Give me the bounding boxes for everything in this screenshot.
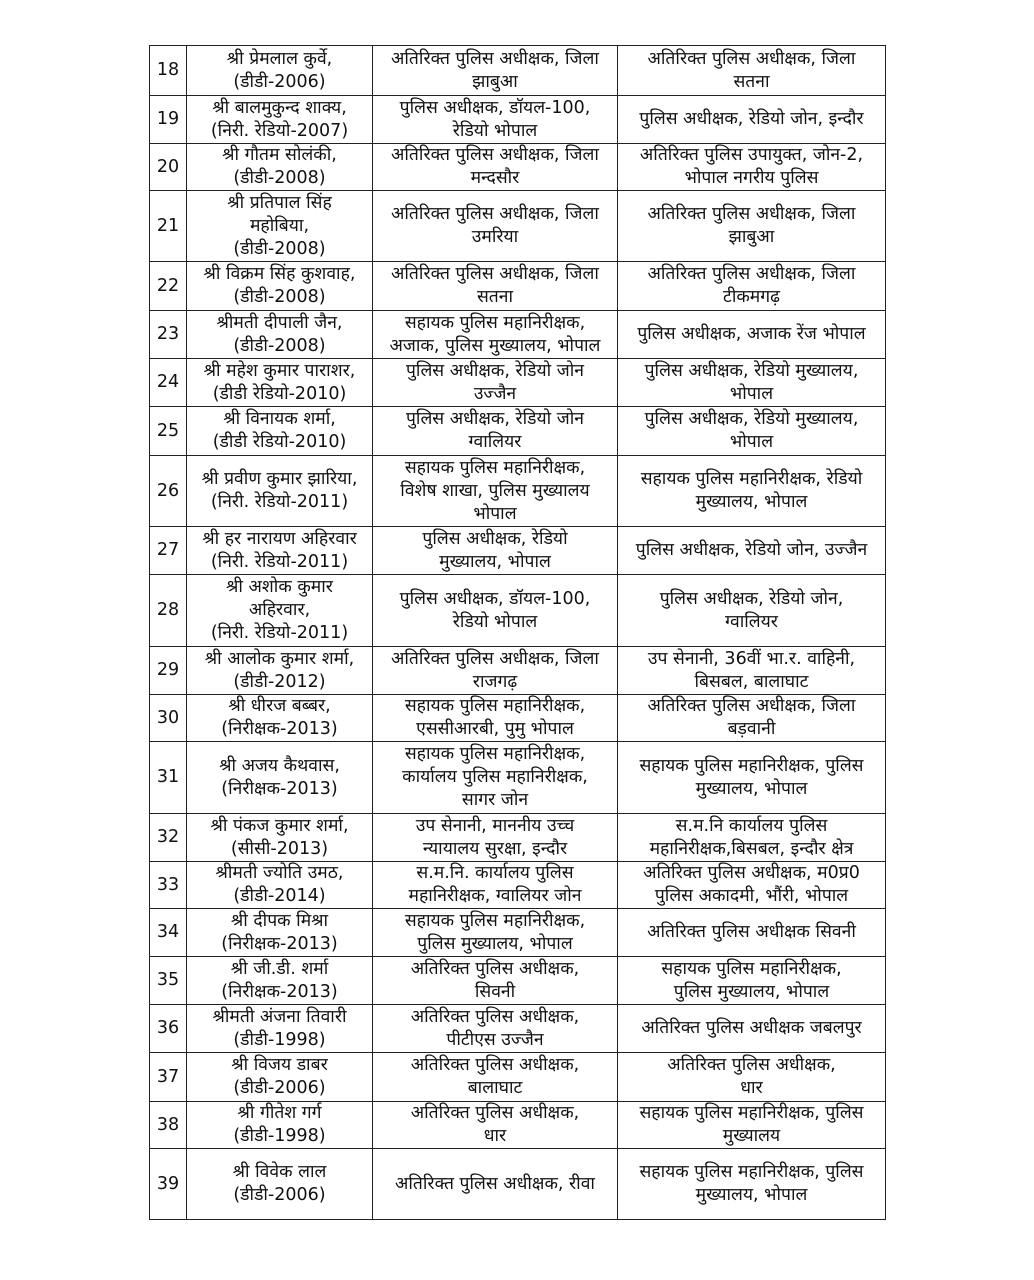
serial-number-cell: 20: [150, 144, 187, 191]
cell-line: रेडियो भोपाल: [452, 120, 538, 141]
cell-line: अतिरिक्त पुलिस अधीक्षक,: [410, 958, 580, 979]
cell-line: (निरीक्षक-2013): [221, 719, 338, 739]
current-posting-cell: [373, 96, 618, 144]
cell-line: अतिरिक्त पुलिस अधीक्षक जबलपुर: [641, 1018, 862, 1038]
current-posting-cell: [373, 1005, 618, 1053]
table-row: [150, 1149, 886, 1220]
cell-line: (निरी. रेडियो-2011): [210, 492, 349, 512]
current-posting-cell: [373, 742, 618, 814]
table-row: [150, 909, 886, 957]
cell-line: पुलिस अधीक्षक, रेडियो जोन,: [659, 588, 844, 609]
cell-line: महानिरीक्षक, ग्वालियर जोन: [408, 886, 582, 906]
cell-line: श्री विजय डाबर: [231, 1055, 328, 1075]
table-row: [150, 742, 886, 814]
cell-line: बड़वानी: [727, 719, 776, 739]
new-posting-cell: [618, 456, 886, 527]
cell-line: ग्वालियर: [725, 611, 778, 632]
cell-line: मुख्यालय, भोपाल: [695, 778, 808, 799]
cell-line: श्री अजय कैथवास,: [219, 755, 340, 776]
current-posting-cell: [373, 814, 618, 862]
new-posting-cell: [618, 46, 886, 96]
cell-line: सिवनी: [474, 981, 516, 1002]
officer-name-cell: [187, 46, 373, 96]
serial-number-cell: 19: [150, 96, 187, 144]
cell-line: अतिरिक्त पुलिस अधीक्षक सिवनी: [647, 922, 856, 942]
table-row: [150, 575, 886, 647]
cell-line: बिसबल, बालाघाट: [694, 671, 809, 692]
cell-line: श्री दीपक मिश्रा: [230, 910, 329, 931]
table-row: [150, 1053, 886, 1102]
cell-line: (डीडी रेडियो-2010): [212, 432, 347, 452]
new-posting-cell: [618, 909, 886, 957]
table-row: [150, 144, 886, 191]
cell-line: पुलिस अधीक्षक, रेडियो: [422, 528, 568, 549]
cell-line: पुलिस अधीक्षक, डॉयल-100,: [399, 97, 591, 118]
current-posting-cell: [373, 909, 618, 957]
cell-line: (डीडी-1998): [233, 1029, 326, 1050]
cell-line: श्रीमती दीपाली जैन,: [216, 312, 343, 333]
current-posting-cell: [373, 359, 618, 407]
cell-line: श्री विवेक लाल: [232, 1162, 327, 1182]
cell-line: पुलिस अधीक्षक, रेडियो मुख्यालय,: [644, 360, 859, 381]
cell-line: अतिरिक्त पुलिस अधीक्षक, रीवा: [395, 1173, 595, 1194]
serial-number-cell: 23: [150, 311, 187, 359]
serial-number-cell: 29: [150, 647, 187, 695]
table-body: [150, 46, 886, 1220]
cell-line: सागर जोन: [461, 790, 529, 810]
cell-line: (निरीक्षक-2013): [221, 933, 338, 954]
cell-line: (निरीक्षक-2013): [221, 778, 338, 799]
cell-line: सहायक पुलिस महानिरीक्षक,: [404, 312, 586, 333]
current-posting-cell: [373, 144, 618, 191]
cell-line: (डीडी-2008): [233, 287, 326, 307]
serial-number-cell: 37: [150, 1053, 187, 1102]
new-posting-cell: [618, 1149, 886, 1220]
new-posting-cell: [618, 262, 886, 311]
cell-line: (डीडी-2008): [233, 335, 326, 356]
cell-line: मुख्यालय, भोपाल: [439, 551, 551, 572]
cell-line: न्यायालय सुरक्षा, इन्दौर: [422, 838, 568, 859]
cell-line: (डीडी-2012): [233, 671, 326, 692]
cell-line: सहायक पुलिस महानिरीक्षक,: [404, 744, 586, 764]
cell-line: भोपाल नगरीय पुलिस: [684, 168, 819, 188]
table-row: [150, 862, 886, 909]
new-posting-cell: [618, 1102, 886, 1149]
cell-line: श्रीमती अंजना तिवारी: [212, 1006, 347, 1027]
cell-line: स.म.नि. कार्यालय पुलिस: [416, 863, 574, 883]
cell-line: अतिरिक्त पुलिस अधीक्षक,: [410, 1006, 580, 1027]
officer-name-cell: [187, 1149, 373, 1220]
new-posting-cell: [618, 359, 886, 407]
table-row: [150, 456, 886, 527]
current-posting-cell: [373, 647, 618, 695]
serial-number-cell: 21: [150, 191, 187, 262]
new-posting-cell: [618, 742, 886, 814]
cell-line: सहायक पुलिस महानिरीक्षक,: [661, 958, 842, 979]
cell-line: श्री प्रेमलाल कुर्वे,: [226, 48, 333, 69]
cell-line: अतिरिक्त पुलिस अधीक्षक, जिला: [391, 48, 599, 69]
serial-number-cell: 26: [150, 456, 187, 527]
cell-line: भोपाल: [729, 432, 774, 452]
cell-line: पुलिस मुख्यालय, भोपाल: [417, 933, 573, 954]
new-posting-cell: [618, 957, 886, 1005]
current-posting-cell: [373, 46, 618, 96]
new-posting-cell: [618, 647, 886, 695]
cell-line: अतिरिक्त पुलिस अधीक्षक,: [667, 1055, 836, 1075]
cell-line: पुलिस अधीक्षक, रेडियो जोन, उज्जैन: [635, 540, 868, 560]
cell-line: श्री बालमुकुन्द शाक्य,: [212, 97, 347, 118]
current-posting-cell: [373, 695, 618, 742]
cell-line: बालाघाट: [467, 1078, 523, 1098]
new-posting-cell: [618, 527, 886, 575]
cell-line: श्री हर नारायण अहिरवार: [202, 528, 357, 549]
cell-line: अतिरिक्त पुलिस अधीक्षक, जिला: [647, 264, 856, 284]
cell-line: अतिरिक्त पुलिस अधीक्षक, जिला: [647, 204, 856, 224]
serial-number-cell: 33: [150, 862, 187, 909]
serial-number-cell: 34: [150, 909, 187, 957]
cell-line: पुलिस अधीक्षक, अजाक रेंज भोपाल: [637, 324, 866, 344]
table-row: [150, 695, 886, 742]
cell-line: अजाक, पुलिस मुख्यालय, भोपाल: [389, 335, 601, 356]
current-posting-cell: [373, 862, 618, 909]
current-posting-cell: [373, 527, 618, 575]
officer-name-cell: [187, 814, 373, 862]
cell-line: (डीडी-2006): [233, 1078, 326, 1098]
officer-name-cell: [187, 647, 373, 695]
cell-line: श्रीमती ज्योति उमठ,: [215, 863, 344, 883]
cell-line: (डीडी-2006): [233, 71, 326, 92]
cell-line: श्री अशोक कुमार: [226, 577, 333, 597]
officer-name-cell: [187, 191, 373, 262]
cell-line: पुलिस अधीक्षक, रेडियो जोन: [405, 409, 585, 429]
current-posting-cell: [373, 262, 618, 311]
cell-line: मन्दसौर: [470, 168, 520, 188]
cell-line: उज्जैन: [473, 383, 517, 404]
serial-number-cell: 35: [150, 957, 187, 1005]
new-posting-cell: [618, 144, 886, 191]
officer-name-cell: [187, 144, 373, 191]
cell-line: श्री विक्रम सिंह कुशवाह,: [203, 264, 356, 284]
current-posting-cell: [373, 311, 618, 359]
table-row: [150, 647, 886, 695]
officer-name-cell: [187, 262, 373, 311]
cell-line: मुख्यालय, भोपाल: [695, 492, 808, 512]
cell-line: विशेष शाखा, पुलिस मुख्यालय: [400, 480, 590, 501]
cell-line: टीकमगढ़: [723, 287, 780, 307]
cell-line: महानिरीक्षक,बिसबल, इन्दौर क्षेत्र: [649, 838, 854, 859]
cell-line: धार: [483, 1126, 507, 1146]
current-posting-cell: [373, 1053, 618, 1102]
new-posting-cell: [618, 191, 886, 262]
table-row: [150, 191, 886, 262]
cell-line: सहायक पुलिस महानिरीक्षक,: [404, 910, 586, 931]
cell-line: (डीडी-1998): [233, 1126, 326, 1146]
cell-line: अतिरिक्त पुलिस अधीक्षक, जिला: [647, 696, 856, 716]
cell-line: अतिरिक्त पुलिस अधीक्षक,: [410, 1055, 580, 1075]
cell-line: पुलिस मुख्यालय, भोपाल: [673, 981, 830, 1002]
officer-name-cell: [187, 359, 373, 407]
table-row: [150, 262, 886, 311]
cell-line: मुख्यालय, भोपाल: [695, 1185, 808, 1205]
serial-number-cell: 27: [150, 527, 187, 575]
cell-line: श्री महेश कुमार पाराशर,: [203, 360, 356, 381]
cell-line: अतिरिक्त पुलिस अधीक्षक, जिला: [647, 48, 856, 69]
cell-line: (डीडी-2014): [233, 886, 326, 906]
table-row: [150, 46, 886, 96]
cell-line: धार: [740, 1078, 763, 1098]
cell-line: पुलिस अकादमी, भौंरी, भोपाल: [654, 886, 849, 906]
cell-line: श्री जी.डी. शर्मा: [230, 958, 329, 979]
new-posting-cell: [618, 1005, 886, 1053]
cell-line: श्री प्रवीण कुमार झारिया,: [201, 469, 358, 489]
officer-name-cell: [187, 527, 373, 575]
cell-line: महोबिया,: [249, 215, 310, 236]
table-row: [150, 1102, 886, 1149]
officer-name-cell: [187, 96, 373, 144]
new-posting-cell: [618, 311, 886, 359]
cell-line: स.म.नि कार्यालय पुलिस: [675, 815, 828, 836]
officer-name-cell: [187, 1005, 373, 1053]
cell-line: उप सेनानी, माननीय उच्च: [415, 815, 575, 836]
cell-line: पुलिस अधीक्षक, रेडियो जोन, इन्दौर: [639, 109, 864, 129]
cell-line: उमरिया: [471, 227, 519, 247]
current-posting-cell: [373, 1102, 618, 1149]
officer-name-cell: [187, 311, 373, 359]
table-row: [150, 311, 886, 359]
new-posting-cell: [618, 1053, 886, 1102]
cell-line: (डीडी-2006): [233, 1185, 326, 1205]
officer-name-cell: [187, 575, 373, 647]
officer-name-cell: [187, 862, 373, 909]
cell-line: ग्वालियर: [468, 432, 522, 452]
new-posting-cell: [618, 407, 886, 456]
table-row: [150, 814, 886, 862]
cell-line: पीटीएस उज्जैन: [446, 1029, 544, 1050]
table-row: [150, 957, 886, 1005]
serial-number-cell: 31: [150, 742, 187, 814]
new-posting-cell: [618, 862, 886, 909]
serial-number-cell: 38: [150, 1102, 187, 1149]
cell-line: श्री आलोक कुमार शर्मा,: [204, 648, 355, 669]
serial-number-cell: 25: [150, 407, 187, 456]
cell-line: झाबुआ: [728, 227, 775, 247]
cell-line: अतिरिक्त पुलिस अधीक्षक,: [410, 1103, 580, 1123]
current-posting-cell: [373, 456, 618, 527]
cell-line: सहायक पुलिस महानिरीक्षक, पुलिस: [639, 1162, 864, 1182]
cell-line: श्री प्रतिपाल सिंह: [227, 192, 332, 213]
table-row: [150, 527, 886, 575]
cell-line: अहिरवार,: [248, 600, 311, 620]
serial-number-cell: 28: [150, 575, 187, 647]
cell-line: अतिरिक्त पुलिस अधीक्षक, जिला: [391, 264, 599, 284]
cell-line: (निरीक्षक-2013): [221, 981, 338, 1002]
officer-name-cell: [187, 456, 373, 527]
cell-line: भोपाल: [473, 503, 517, 524]
current-posting-cell: [373, 407, 618, 456]
table-row: [150, 407, 886, 456]
serial-number-cell: 32: [150, 814, 187, 862]
new-posting-cell: [618, 695, 886, 742]
current-posting-cell: [373, 1149, 618, 1220]
current-posting-cell: [373, 191, 618, 262]
transfer-table: [149, 45, 886, 1220]
officer-name-cell: [187, 407, 373, 456]
table-row: [150, 1005, 886, 1053]
cell-line: (डीडी-2008): [233, 238, 326, 259]
serial-number-cell: 18: [150, 46, 187, 96]
cell-line: (डीडी रेडियो-2010): [212, 383, 347, 404]
cell-line: सहायक पुलिस महानिरीक्षक, पुलिस: [639, 755, 864, 776]
cell-line: (डीडी-2008): [233, 168, 326, 188]
cell-line: पुलिस अधीक्षक, रेडियो मुख्यालय,: [644, 409, 859, 429]
serial-number-cell: 39: [150, 1149, 187, 1220]
current-posting-cell: [373, 957, 618, 1005]
serial-number-cell: 36: [150, 1005, 187, 1053]
cell-line: सहायक पुलिस महानिरीक्षक, रेडियो: [640, 469, 863, 489]
new-posting-cell: [618, 814, 886, 862]
cell-line: श्री धीरज बब्बर,: [228, 696, 331, 716]
cell-line: रेडियो भोपाल: [452, 611, 538, 632]
cell-line: सतना: [733, 71, 770, 92]
cell-line: श्री पंकज कुमार शर्मा,: [210, 815, 349, 836]
cell-line: झाबुआ: [472, 71, 518, 92]
serial-number-cell: 22: [150, 262, 187, 311]
officer-name-cell: [187, 695, 373, 742]
cell-line: भोपाल: [729, 383, 774, 404]
cell-line: पुलिस अधीक्षक, डॉयल-100,: [399, 588, 591, 609]
officer-name-cell: [187, 1053, 373, 1102]
cell-line: कार्यालय पुलिस महानिरीक्षक,: [402, 767, 588, 787]
serial-number-cell: 30: [150, 695, 187, 742]
cell-line: श्री गीतेश गर्ग: [237, 1103, 322, 1123]
cell-line: अतिरिक्त पुलिस अधीक्षक, म0प्र0: [643, 863, 860, 883]
cell-line: सतना: [476, 287, 514, 307]
cell-line: (निरी. रेडियो-2011): [210, 623, 349, 643]
current-posting-cell: [373, 575, 618, 647]
cell-line: (सीसी-2013): [230, 838, 329, 859]
new-posting-cell: [618, 96, 886, 144]
cell-line: सहायक पुलिस महानिरीक्षक,: [404, 457, 586, 478]
officer-name-cell: [187, 957, 373, 1005]
cell-line: सहायक पुलिस महानिरीक्षक, पुलिस: [639, 1103, 864, 1123]
officer-name-cell: [187, 909, 373, 957]
cell-line: उप सेनानी, 36वीं भा.र. वाहिनी,: [647, 648, 856, 669]
table-row: [150, 96, 886, 144]
new-posting-cell: [618, 575, 886, 647]
cell-line: मुख्यालय: [722, 1126, 781, 1146]
cell-line: (निरी. रेडियो-2007): [210, 120, 349, 141]
cell-line: राजगढ़: [472, 671, 518, 692]
officer-name-cell: [187, 1102, 373, 1149]
cell-line: श्री विनायक शर्मा,: [223, 409, 336, 429]
officer-name-cell: [187, 742, 373, 814]
cell-line: अतिरिक्त पुलिस अधीक्षक, जिला: [391, 204, 599, 224]
cell-line: श्री गौतम सोलंकी,: [222, 145, 337, 165]
serial-number-cell: 24: [150, 359, 187, 407]
cell-line: सहायक पुलिस महानिरीक्षक,: [404, 696, 586, 716]
cell-line: एससीआरबी, पुमु भोपाल: [416, 719, 574, 739]
cell-line: पुलिस अधीक्षक, रेडियो जोन: [405, 360, 585, 381]
cell-line: अतिरिक्त पुलिस अधीक्षक, जिला: [391, 648, 599, 669]
table-row: [150, 359, 886, 407]
cell-line: अतिरिक्त पुलिस अधीक्षक, जिला: [391, 145, 599, 165]
cell-line: अतिरिक्त पुलिस उपायुक्त, जोन-2,: [639, 145, 864, 165]
cell-line: (निरी. रेडियो-2011): [210, 551, 349, 572]
